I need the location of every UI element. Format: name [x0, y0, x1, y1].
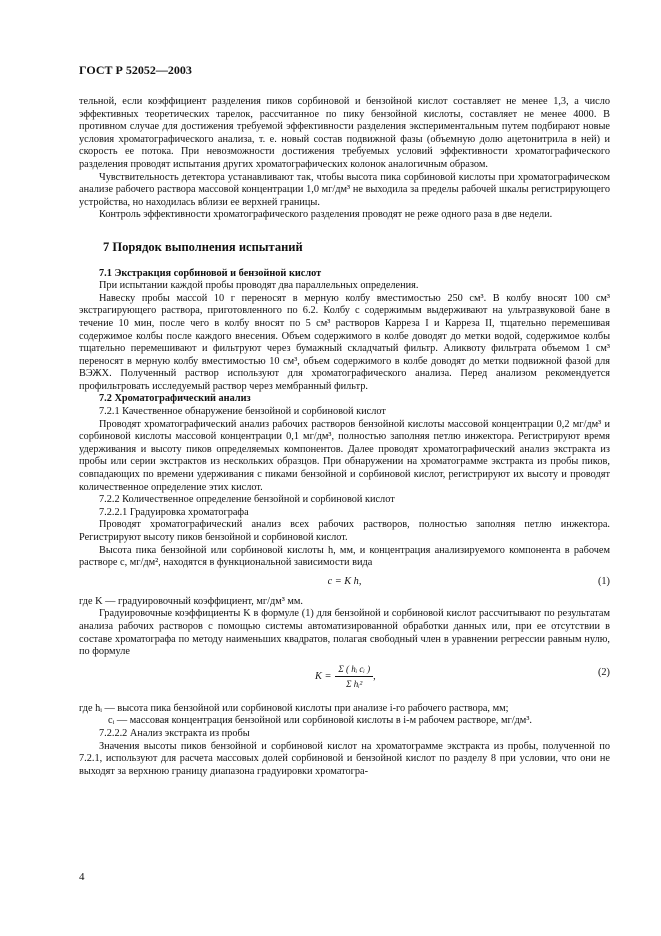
fraction — [335, 663, 373, 691]
document-header: ГОСТ Р 52052—2003 — [79, 63, 192, 77]
formula-1-number: (1) — [597, 575, 610, 587]
clause-heading: 7.2.2.2 Анализ экстракта из пробы — [99, 727, 250, 739]
paragraph: Навеску пробы массой 10 г переносят в мерную колбу вместимостью 250 см³. В колбу вносят 100 см³ экстрагирующего раствора, приготовленного по 6.2. Колбу с содержимым выдерживают на ультразвуковой бане в течение 10 мин, после чего в колбу вносят по 5 см³ растворов Карреза I и Карреза II, тщательно перемешивая содержимое колбы после каждого внесения. Объем содержимого в колбе доводят до метки водой, содержимое колбы тщательно перемешивают и фильтруют через бумажный складчатый фильтр. Аликвоту фильтрата объемом 1 см³ переносят в мерную колбу вместимостью 10 см³, объем содержимого в колбе доводят до метки подвижной фазой для ВЭЖХ. Полученный раствор используют для хроматографического анализа. Перед анализом рекомендуется профильтровать исследуемый раствор через мембранный фильтр. — [79, 292, 610, 392]
formula-2-left: K = — [315, 670, 332, 682]
formula-2-tail: , — [373, 670, 376, 682]
formula-explanation: где K — градуировочный коэффициент, мг/дм³ мм. — [79, 595, 303, 607]
clause-heading: 7.2.2 Количественное определение бензойной и сорбиновой кислот — [99, 494, 395, 506]
section-heading: 7 Порядок выполнения испытаний — [103, 239, 303, 254]
formula-2-expression — [315, 663, 376, 691]
paragraph: Чувствительность детектора устанавливают так, чтобы высота пика сорбиновой кислоты при хроматографическом анализе рабочего раствора массовой концентрации 1,0 мг/дм³ не выходила за пределы рабочей шкалы регистрирующего устройства, но находилась вблизи ее верхней границы. — [79, 171, 610, 208]
paragraph: Проводят хроматографический анализ рабочих растворов бензойной кислоты массовой концентрации 0,2 мг/дм³ и сорбиновой кислоты массовой концентрации 0,1 мг/дм³, полностью заполняя петлю инжектора. Регистрируют время удерживания и высоту пиков определяемых компонентов. Далее проводят хроматографический анализ экстракта из пробы или серии экстрактов из нескольких образцов. При обнаружении на хроматограмме экстракта из пробы пиков, совпадающих по времени удерживания с пиками бензойной и сорбиновой кислот, регистрируют их высоту и проводят количественное определение этих кислот. — [79, 418, 610, 493]
formula-2 — [79, 659, 610, 703]
formula-1-expression: c = K h, — [327, 575, 362, 587]
subsection-heading: 7.2 Хроматографический анализ — [99, 393, 251, 405]
paragraph: Проводят хроматографический анализ всех рабочих растворов, полностью заполняя петлю инжектора. Регистрируют высоту пиков бензойной и сорбиновой кислот. — [79, 519, 610, 543]
paragraph: Контроль эффективности хроматографического разделения проводят не реже одного раза в две недели. — [99, 209, 553, 221]
formula-explanation: cᵢ — массовая концентрация бензойной или сорбиновой кислоты в i-м рабочем растворе, мг/дм³. — [108, 715, 532, 727]
subsection-heading: 7.1 Экстракция сорбиновой и бензойной кислот — [99, 267, 322, 279]
fraction-numerator: Σ ( hᵢ cᵢ ) — [335, 663, 373, 678]
formula-1 — [79, 570, 610, 596]
paragraph: Градуировочные коэффициенты K в формуле (1) для бензойной и сорбиновой кислот рассчитывают по результатам анализа рабочих растворов с помощью системы автоматизированной обработки данных или, при ее отсутствии в составе хроматографа по методу наименьших квадратов, полагая свободный член в уравнении регрессии равным нулю, по формуле — [79, 608, 610, 658]
page-number: 4 — [79, 871, 85, 883]
fraction-denominator: Σ hᵢ² — [346, 679, 363, 690]
paragraph: Значения высоты пиков бензойной и сорбиновой кислот на хроматограмме экстракта из пробы, полученной по 7.2.1, используют для расчета массовых долей сорбиновой и бензойной кислот по разделу 8 при условии, что они не выходят за верхнюю границу диапазона градуировки хроматогра- — [79, 740, 610, 777]
clause-heading: 7.2.2.1 Градуировка хроматографа — [99, 506, 249, 518]
formula-explanation: где hᵢ — высота пика бензойной или сорбиновой кислоты при анализе i-го рабочего раствора, мм; — [79, 702, 509, 714]
formula-2-number: (2) — [597, 666, 610, 678]
document-body — [79, 96, 610, 778]
paragraph: тельной, если коэффициент разделения пиков сорбиновой и бензойной кислот составляет не менее 1,3, а число эффективных теоретических тарелок, рассчитанное по пику бензойной кислоты, составляет не менее 4000. В противном случае для достижения требуемой эффективности разделения экспериментальным путем подбирают новые условия хроматографического анализа, т. е. новый состав подвижной фазы (объемную долю ацетонитрила в ней) и скорость ее потока. При невозможности достижения требуемых условий эффективности хроматографического разделения проводят испытания других хроматографических колонок аналогичным образом. — [79, 96, 610, 170]
paragraph: Высота пика бензойной или сорбиновой кислоты h, мм, и концентрация анализируемого компонента в рабочем растворе c, мг/дм², находятся в функциональной зависимости вида — [79, 544, 610, 569]
paragraph: При испытании каждой пробы проводят два параллельных определения. — [99, 280, 419, 292]
clause-heading: 7.2.1 Качественное обнаружение бензойной и сорбиновой кислот — [99, 406, 386, 418]
